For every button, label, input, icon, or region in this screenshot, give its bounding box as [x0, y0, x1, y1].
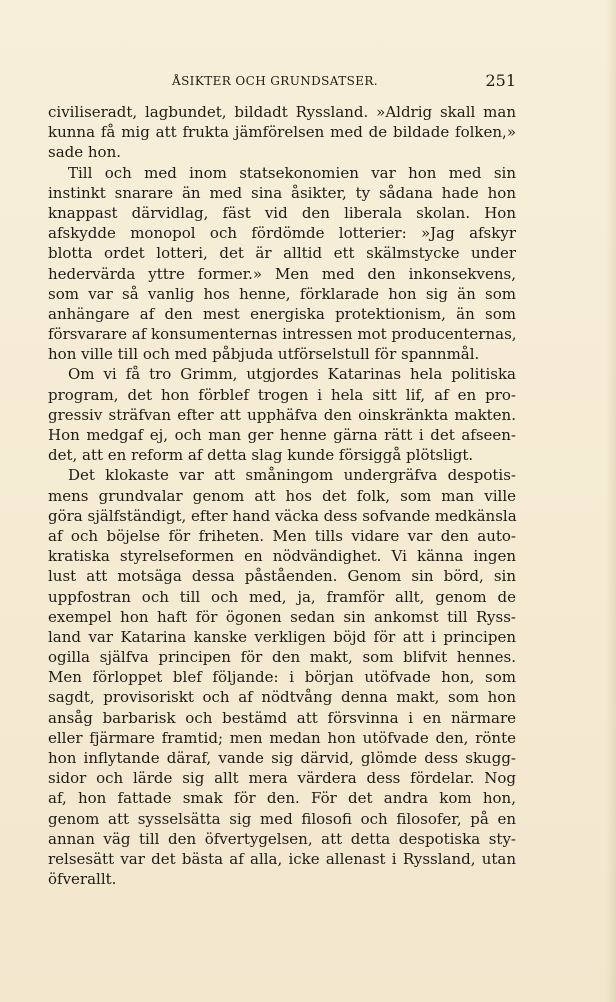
text-line: afskydde monopol och fördömde lotterier: »Jag afskyr — [48, 224, 516, 243]
text-line: hon ville till och med påbjuda utförselstull för spannmål. — [48, 345, 480, 364]
text-line: ogilla själfva principen för den makt, som blifvit hennes. — [48, 648, 516, 667]
text-line: hon inflytande däraf, vande sig därvid, glömde dess skugg- — [48, 749, 516, 767]
text-line: ansåg barbarisk och bestämd att försvinna i en närmare — [48, 708, 516, 727]
text-line: Om vi få tro Grimm, utgjordes Katarinas hela politiska — [68, 365, 516, 384]
page-number: 251 — [485, 71, 516, 90]
running-head: ÅSIKTER OCH GRUNDSATSER. — [172, 74, 379, 88]
text-line: hedervärda yttre former.» Men med den inkonsekvens, — [48, 264, 516, 283]
text-line: knappast därvidlag, fäst vid den liberala skolan. Hon — [48, 203, 516, 222]
text-line: land var Katarina kanske verkligen böjd för att i principen — [48, 627, 516, 646]
text-line: exempel hon haft för ögonen sedan sin ankomst till Ryss- — [48, 607, 516, 626]
page-header — [48, 71, 516, 95]
text-line: program, det hon förblef trogen i hela sitt lif, af en pro- — [48, 385, 516, 404]
text-line: Det klokaste var att småningom undergräfva despotis- — [68, 466, 516, 485]
text-line: af och böjelse för friheten. Men tills vidare var den auto- — [48, 526, 516, 545]
text-line: som var så vanlig hos henne, förklarade hon sig än som — [48, 284, 516, 303]
text-line: kratiska styrelseformen en nödvändighet. Vi känna ingen — [48, 547, 516, 566]
text-line: gressiv sträfvan efter att upphäfva den oinskränkta makten. — [48, 405, 516, 424]
text-line: det, att en reform af detta slag kunde försiggå plötsligt. — [48, 446, 474, 465]
text-line: sidor och lärde sig allt mera värdera dess fördelar. Nog — [48, 769, 516, 788]
text-line: Till och med inom statsekonomien var hon med sin — [68, 163, 516, 182]
text-line: öfverallt. — [48, 870, 117, 889]
text-line: kunna få mig att frukta jämförelsen med de bildade folken,» — [48, 123, 516, 142]
text-line: genom att sysselsätta sig med filosofi och filosofer, på en — [48, 809, 516, 828]
text-line: anhängare af den mest energiska protektionism, än som — [48, 304, 516, 323]
body-text — [48, 102, 516, 889]
text-line: lust att motsäga dessa påståenden. Genom sin börd, sin — [48, 567, 516, 586]
text-line: mens grundvalar genom att hos det folk, som man ville — [48, 486, 516, 505]
text-line: civiliseradt, lagbundet, bildadt Ryssland. »Aldrig skall man — [48, 103, 516, 121]
text-line: blotta ordet lotteri, det är alltid ett skälmstycke under — [48, 244, 516, 263]
text-line: försvarare af konsumenternas intressen mot producenternas, — [48, 325, 517, 344]
text-line: eller fjärmare framtid; men medan hon utöfvade den, rönte — [48, 728, 516, 747]
text-line: Men förloppet blef följande: i början utöfvade hon, som — [48, 668, 516, 687]
text-line: relsesätt var det bästa af alla, icke allenast i Ryssland, utan — [48, 849, 516, 868]
text-line: sade hon. — [48, 143, 122, 162]
text-line: göra själfständigt, efter hand väcka dess sofvande medkänsla — [48, 506, 517, 525]
text-line: uppfostran och till och med, ja, framför allt, genom de — [48, 587, 516, 606]
text-line: sagdt, provisoriskt och af nödtvång denna makt, som hon — [48, 688, 516, 707]
text-line: Hon medgaf ej, och man ger henne gärna rätt i det afseen- — [48, 426, 516, 444]
text-line: instinkt snarare än med sina åsikter, ty sådana hade hon — [48, 183, 516, 202]
text-line: af, hon fattade smak för den. För det andra kom hon, — [48, 789, 516, 808]
text-line: annan väg till den öfvertygelsen, att detta despotiska sty- — [48, 829, 516, 848]
page-edge-shadow — [606, 0, 616, 1002]
